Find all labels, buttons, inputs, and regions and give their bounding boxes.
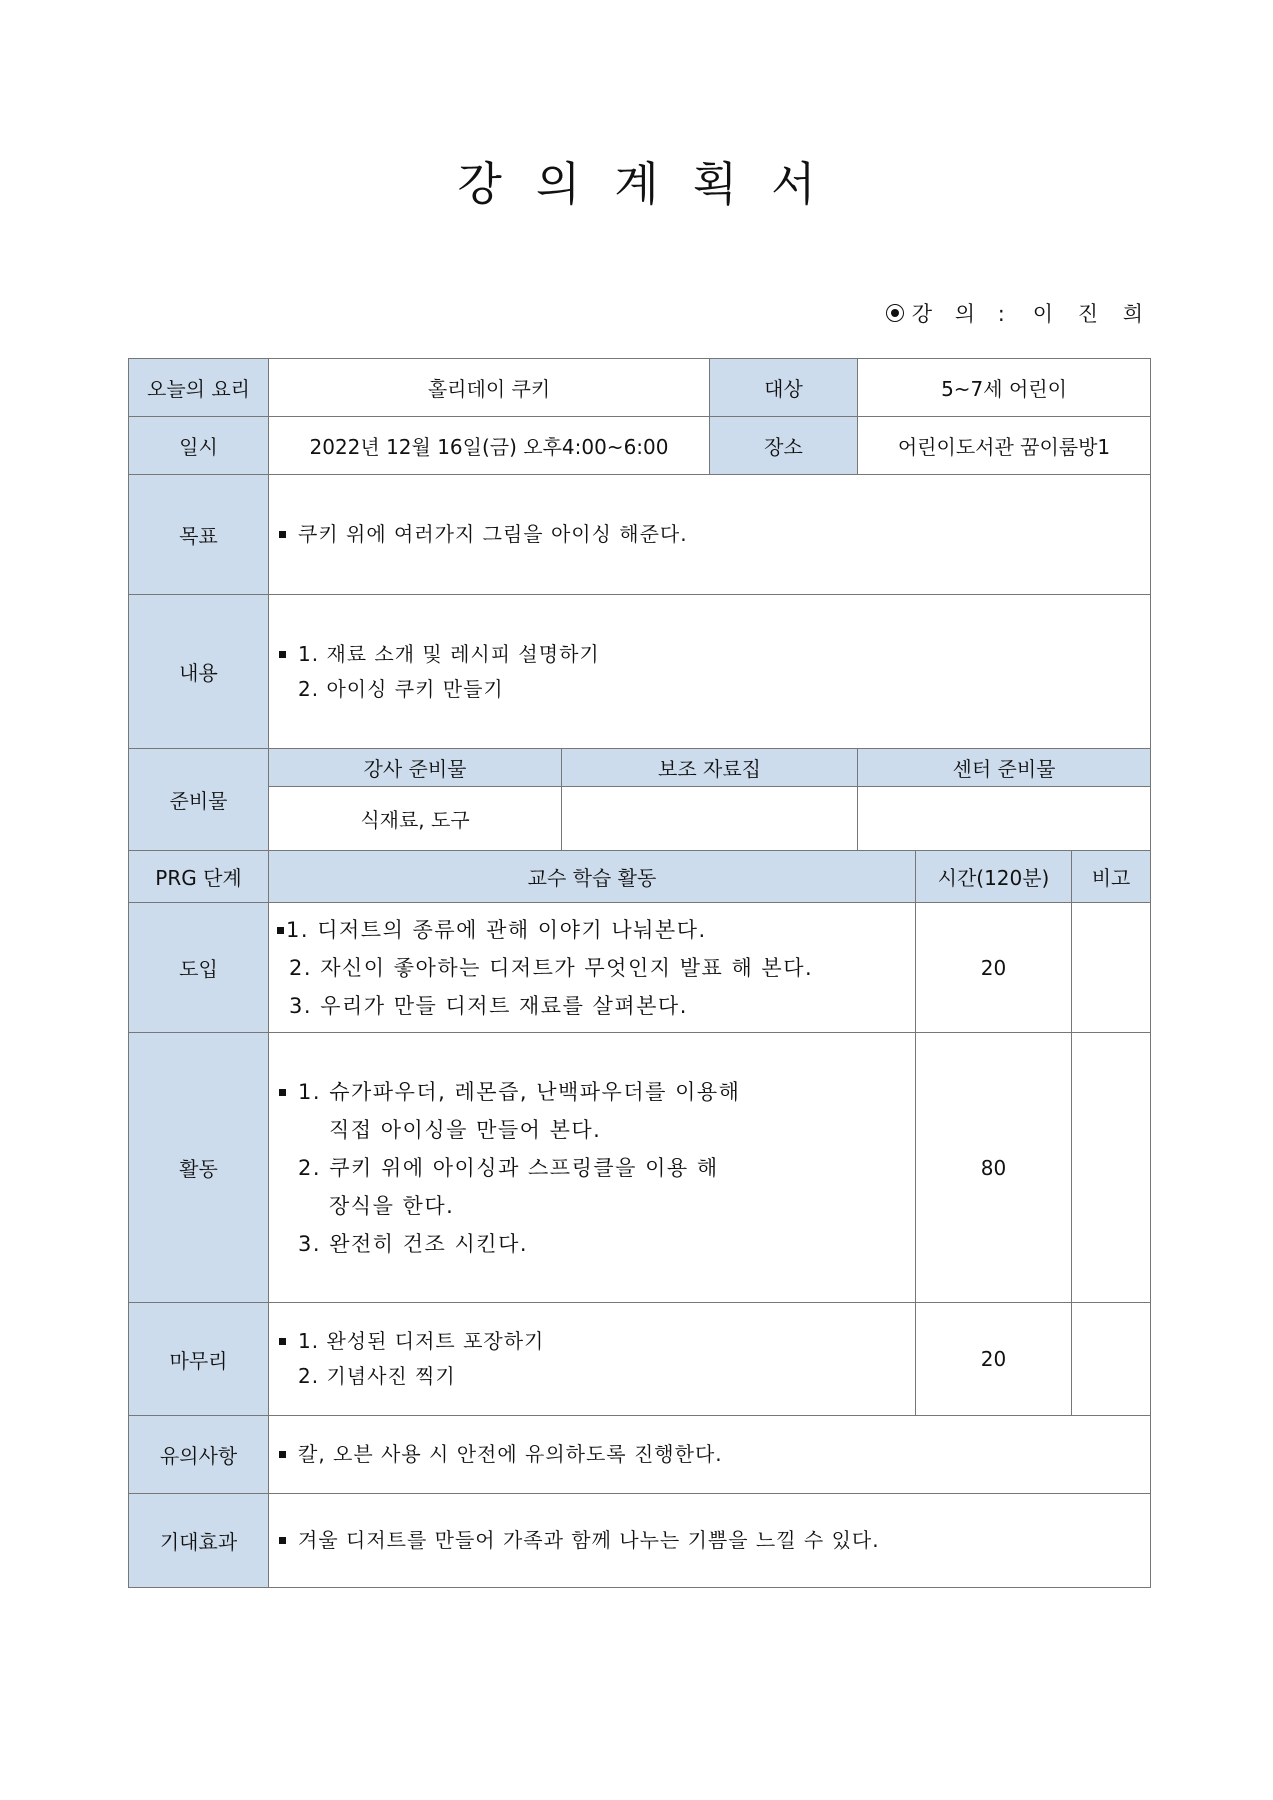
stage-row-wrapup xyxy=(129,1303,1151,1416)
menu-value: 홀리데이 쿠키 xyxy=(269,359,710,417)
row-menu xyxy=(129,359,1151,417)
title-char: 획 xyxy=(692,157,738,211)
instructor-label: 강 의 : xyxy=(911,302,1013,326)
time-header: 시간(120분) xyxy=(916,851,1072,903)
bullet-icon xyxy=(277,927,284,934)
content-line: 2. 아이싱 쿠키 만들기 xyxy=(298,676,504,701)
content-line: 1. 재료 소개 및 레시피 설명하기 xyxy=(298,641,600,666)
prep-value-instructor: 식재료, 도구 xyxy=(269,787,562,851)
row-prep-headers xyxy=(129,749,1151,787)
activity-line: 장식을 한다. xyxy=(329,1193,455,1218)
target-label: 대상 xyxy=(710,359,858,417)
goal-text: 쿠키 위에 여러가지 그림을 아이싱 해준다. xyxy=(298,522,688,546)
stage-time: 20 xyxy=(916,903,1072,1033)
effect-text: 겨울 디저트를 만들어 가족과 함께 나누는 기쁨을 느낄 수 있다. xyxy=(298,1528,880,1552)
prep-label: 준비물 xyxy=(129,749,269,851)
bullet-icon xyxy=(279,1338,286,1345)
activity-header: 교수 학습 활동 xyxy=(269,851,916,903)
row-effect xyxy=(129,1494,1151,1588)
title-char: 서 xyxy=(771,157,816,211)
stage-label: 도입 xyxy=(129,903,269,1033)
prep-header-center: 센터 준비물 xyxy=(858,749,1151,787)
bullet-icon xyxy=(279,651,286,658)
bullet-icon xyxy=(279,1537,286,1544)
stage-label: 활동 xyxy=(129,1033,269,1303)
row-stage-headers xyxy=(129,851,1151,903)
stage-header: PRG 단계 xyxy=(129,851,269,903)
title-char: 의 xyxy=(535,157,581,211)
bullet-icon xyxy=(279,1089,286,1096)
row-date xyxy=(129,417,1151,475)
activity-line: 2. 쿠키 위에 아이싱과 스프링클을 이용 해 xyxy=(298,1155,719,1180)
stage-row-activity xyxy=(129,1033,1151,1303)
stage-time: 80 xyxy=(916,1033,1072,1303)
activity-line: 직접 아이싱을 만들어 본다. xyxy=(329,1117,602,1142)
activity-line: 3. 완전히 건조 시킨다. xyxy=(298,1231,529,1256)
stage-label: 마무리 xyxy=(129,1303,269,1416)
menu-label: 오늘의 요리 xyxy=(129,359,269,417)
bullet-icon xyxy=(279,531,286,538)
stage-row-intro xyxy=(129,903,1151,1033)
place-value: 어린이도서관 꿈이룸방1 xyxy=(858,417,1151,475)
activity-line: 1. 완성된 디저트 포장하기 xyxy=(298,1329,545,1353)
stage-note xyxy=(1072,1303,1151,1416)
caution-label: 유의사항 xyxy=(129,1416,269,1494)
caution-text: 칼, 오븐 사용 시 안전에 유의하도록 진행한다. xyxy=(298,1442,723,1466)
prep-value-center xyxy=(858,787,1151,851)
stage-time: 20 xyxy=(916,1303,1072,1416)
note-header: 비고 xyxy=(1072,851,1151,903)
content-label: 내용 xyxy=(129,595,269,749)
activity-line: 1. 디저트의 종류에 관해 이야기 나눠본다. xyxy=(286,917,707,942)
row-content xyxy=(129,595,1151,749)
stage-note xyxy=(1072,903,1151,1033)
lecture-plan-table xyxy=(128,358,1151,1588)
row-prep-values xyxy=(129,787,1151,851)
prep-header-materials: 보조 자료집 xyxy=(562,749,858,787)
title-char: 강 xyxy=(457,157,502,211)
effect-label: 기대효과 xyxy=(129,1494,269,1588)
goal-label: 목표 xyxy=(129,475,269,595)
date-value: 2022년 12월 16일(금) 오후4:00~6:00 xyxy=(269,417,710,475)
activity-line: 3. 우리가 만들 디저트 재료를 살펴본다. xyxy=(289,993,688,1018)
prep-value-materials xyxy=(562,787,858,851)
activity-line: 2. 기념사진 찍기 xyxy=(298,1364,456,1388)
bullseye-icon xyxy=(886,304,904,322)
stage-note xyxy=(1072,1033,1151,1303)
row-caution xyxy=(129,1416,1151,1494)
place-label: 장소 xyxy=(710,417,858,475)
instructor-line xyxy=(886,298,1152,328)
target-value: 5~7세 어린이 xyxy=(858,359,1151,417)
title-char: 계 xyxy=(614,157,659,211)
prep-header-instructor: 강사 준비물 xyxy=(269,749,562,787)
activity-line: 1. 슈가파우더, 레몬즙, 난백파우더를 이용해 xyxy=(298,1079,741,1104)
date-label: 일시 xyxy=(129,417,269,475)
instructor-name: 이 진 희 xyxy=(1032,302,1152,326)
bullet-icon xyxy=(279,1451,286,1458)
page-title xyxy=(0,148,1273,214)
activity-line: 2. 자신이 좋아하는 디저트가 무엇인지 발표 해 본다. xyxy=(289,955,814,980)
row-goal xyxy=(129,475,1151,595)
